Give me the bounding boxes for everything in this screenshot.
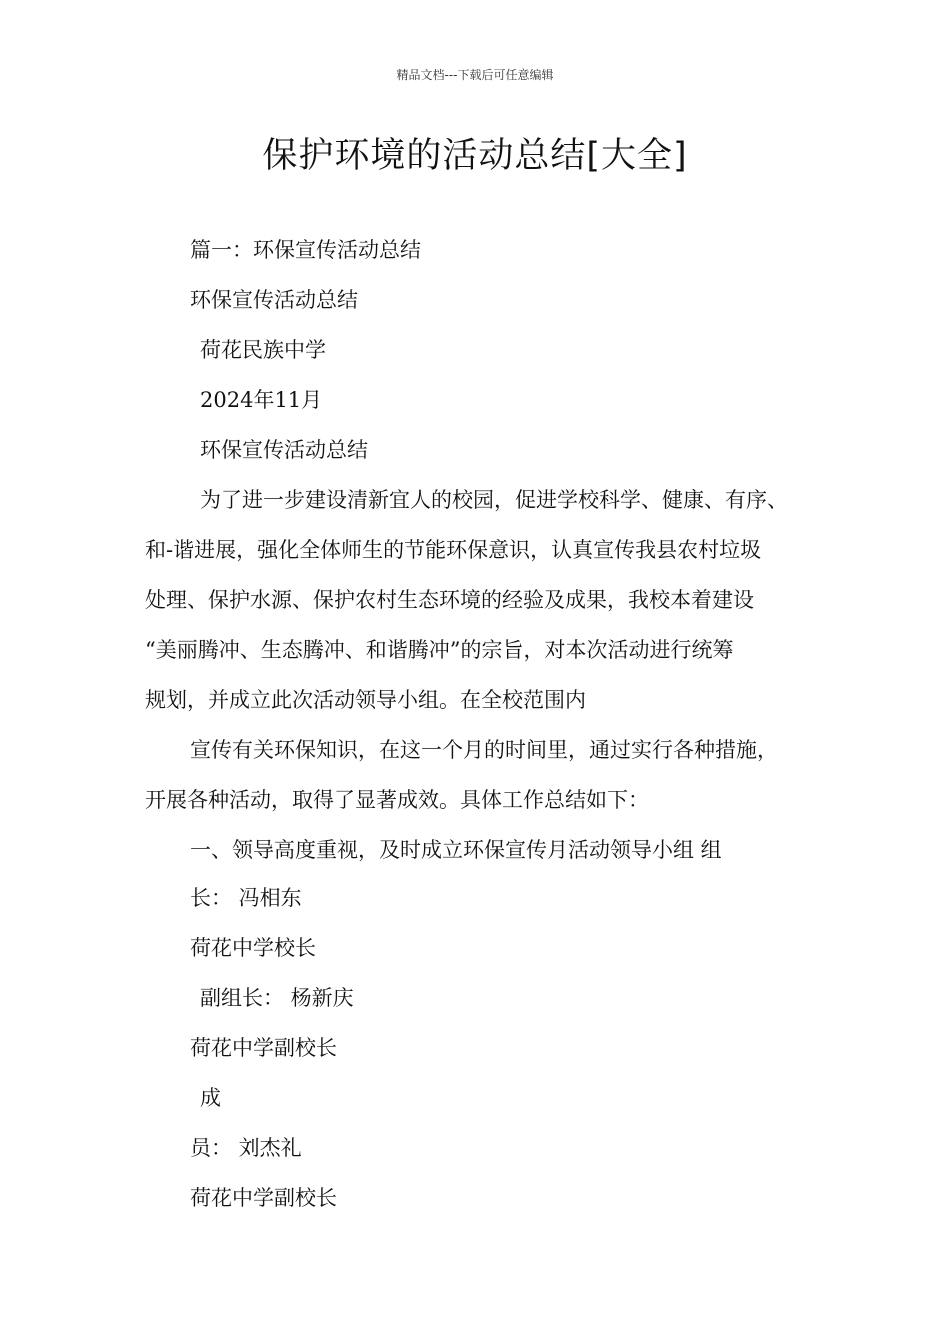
body-line: 宣传有关环保知识，在这一个月的时间里，通过实行各种措施， — [190, 738, 778, 762]
body-line: 荷花中学副校长 — [190, 1186, 337, 1210]
body-line: 和-谐进展，强化全体师生的节能环保意识，认真宣传我县农村垃圾 — [145, 538, 762, 562]
body-line: 成 — [200, 1086, 221, 1110]
body-line: 荷花民族中学 — [200, 338, 326, 362]
body-line: 处理、保护水源、保护农村生态环境的经验及成果，我校本着建设 — [145, 588, 754, 612]
body-line: 员： 刘杰礼 — [190, 1136, 302, 1160]
document-title: 保护环境的活动总结[大全] — [262, 136, 688, 176]
body-line: 环保宣传活动总结 — [200, 438, 368, 462]
page-header: 精品文档---下载后可任意编辑 — [396, 68, 554, 82]
body-line: 荷花中学校长 — [190, 936, 316, 960]
body-line: 规划，并成立此次活动领导小组。在全校范围内 — [145, 688, 586, 712]
body-line: 长： 冯相东 — [190, 886, 302, 910]
body-line: 环保宣传活动总结 — [190, 288, 358, 312]
body-line: 2024年11月 — [200, 388, 323, 412]
body-line: 副组长： 杨新庆 — [200, 986, 354, 1010]
body-line: 荷花中学副校长 — [190, 1036, 337, 1060]
body-line: “美丽腾冲、生态腾冲、和谐腾冲”的宗旨，对本次活动进行统筹 — [145, 638, 734, 662]
body-line: 一、领导高度重视，及时成立环保宣传月活动领导小组 组 — [190, 838, 722, 862]
body-line: 开展各种活动，取得了显著成效。具体工作总结如下： — [145, 788, 649, 812]
body-line: 篇一：环保宣传活动总结 — [190, 238, 421, 262]
body-line: 为了进一步建设清新宜人的校园，促进学校科学、健康、有序、 — [200, 488, 788, 512]
